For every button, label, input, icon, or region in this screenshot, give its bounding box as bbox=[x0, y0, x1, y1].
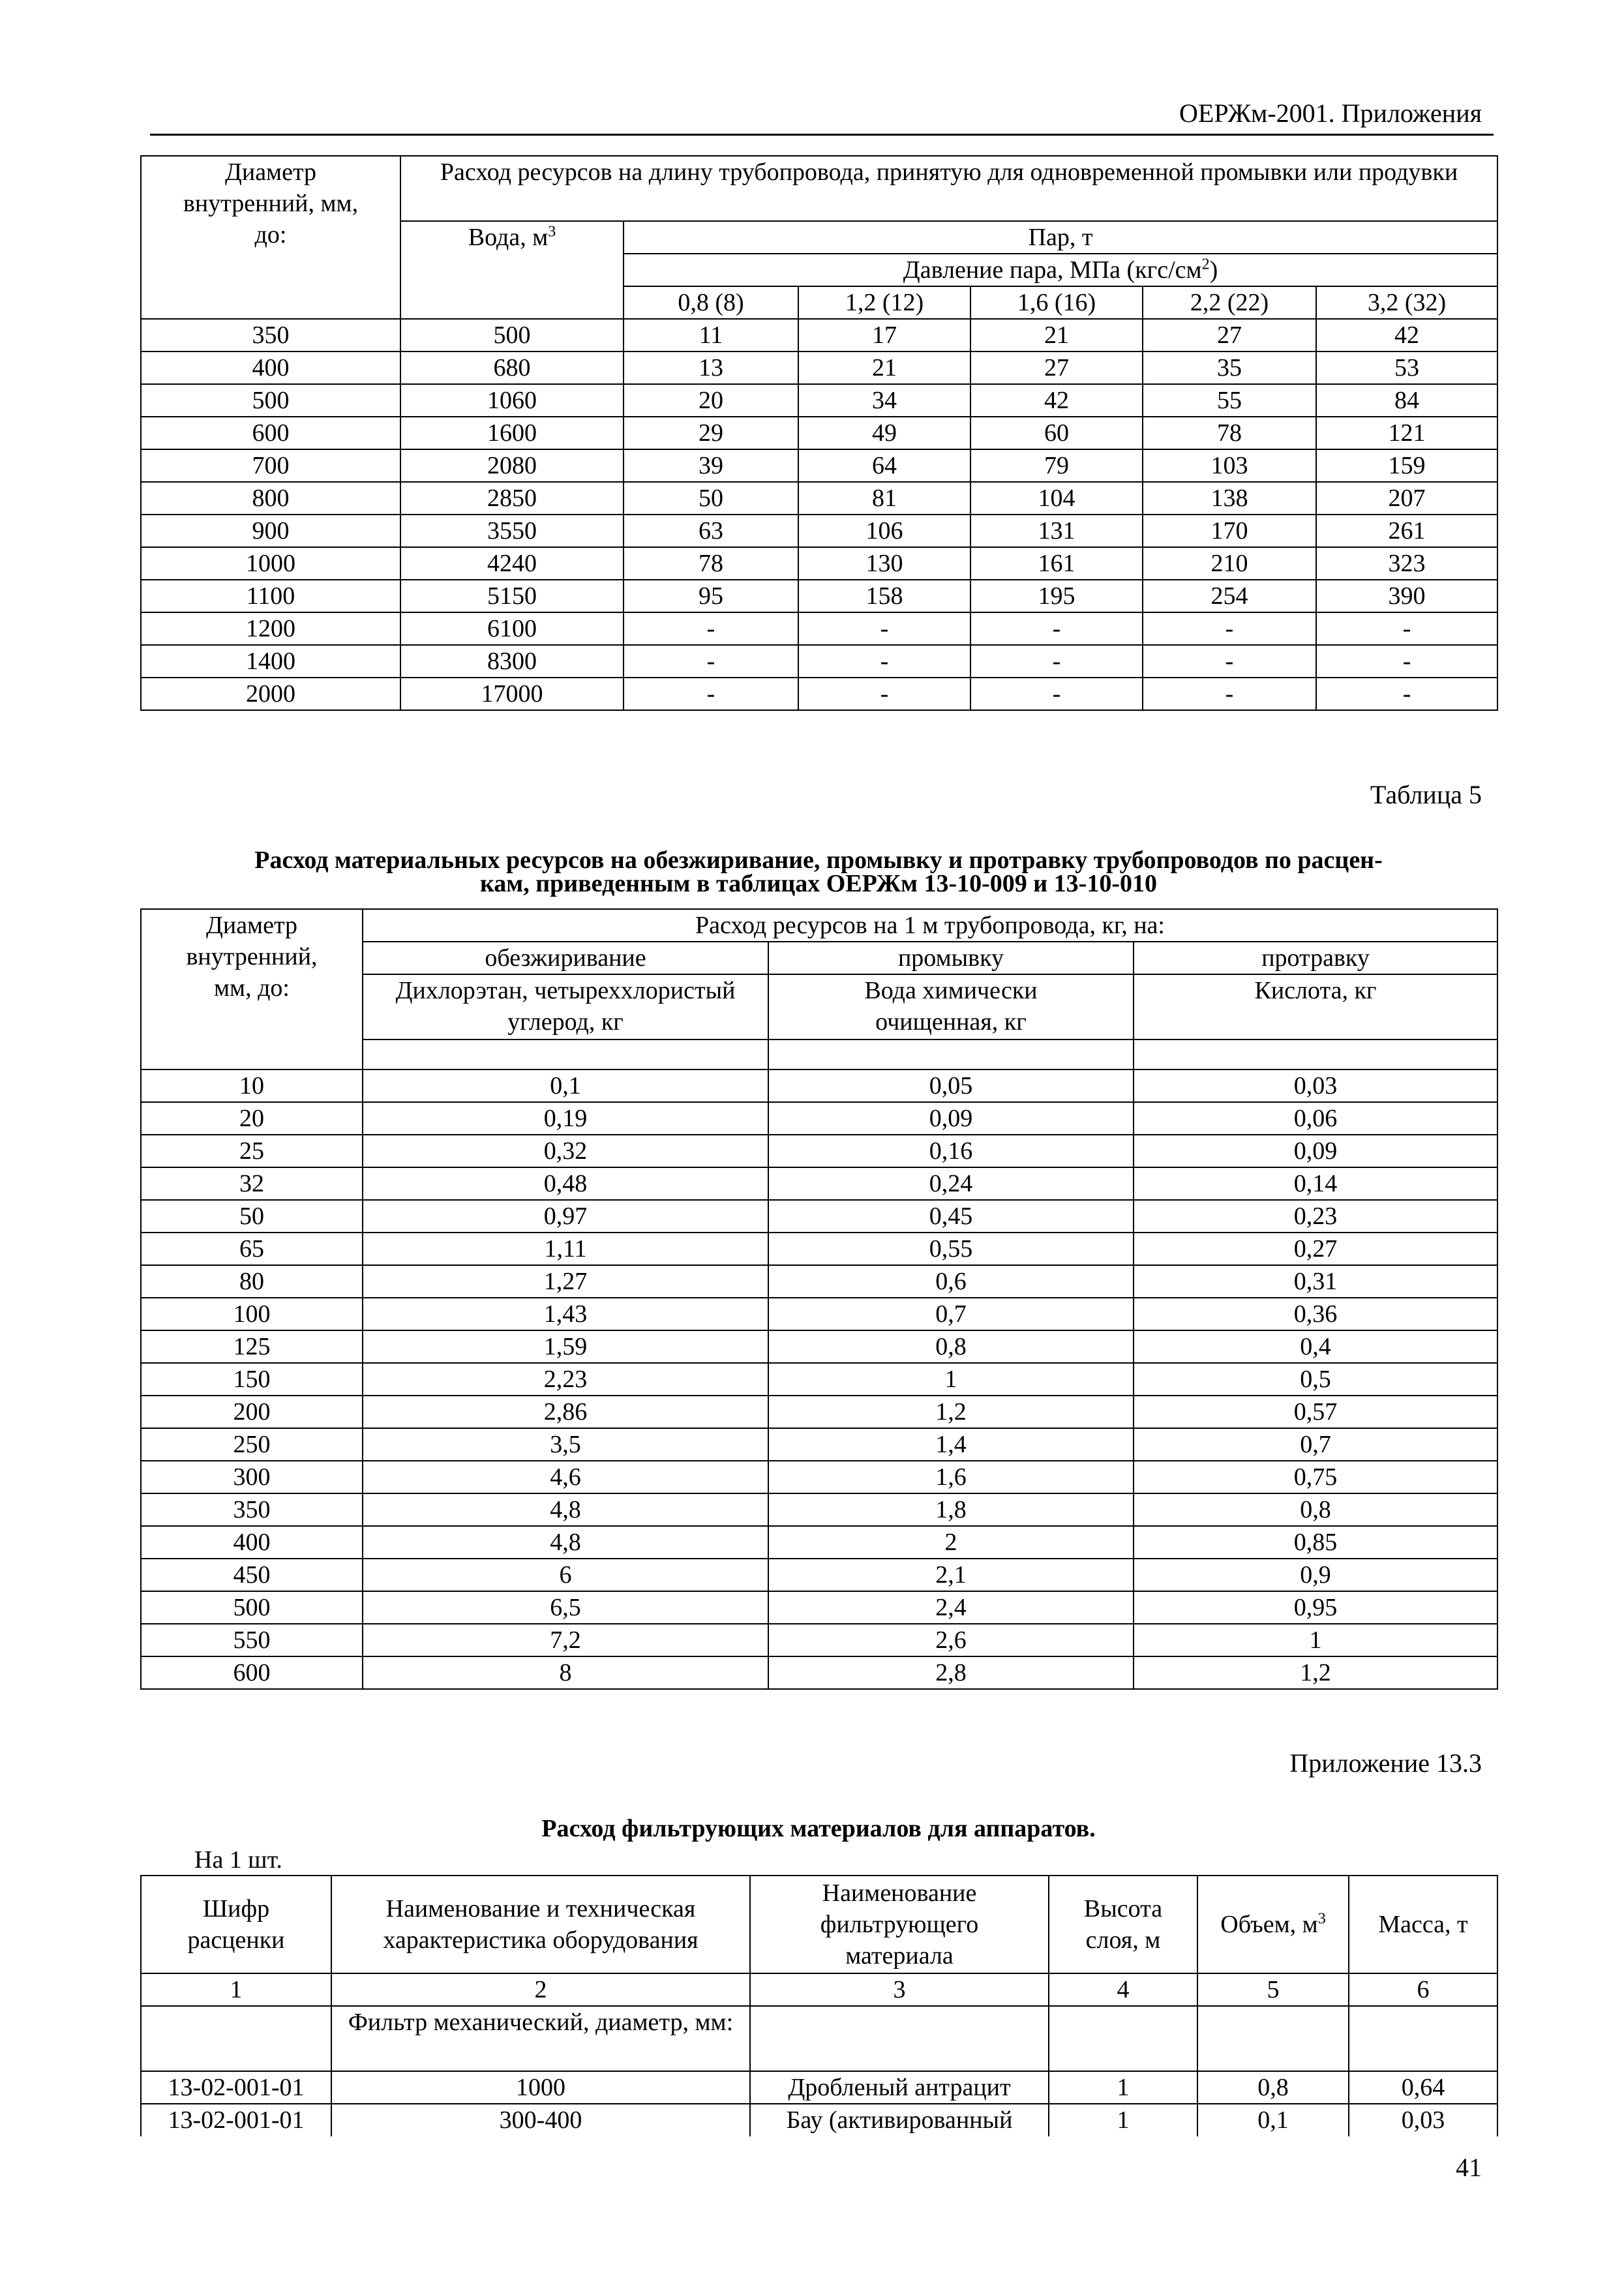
t5-row bbox=[141, 1298, 1497, 1330]
t5-row bbox=[141, 1330, 1497, 1363]
t3-row-cell: 1 bbox=[1049, 2071, 1197, 2104]
t5-group-header: промывку bbox=[768, 942, 1134, 974]
t5-row-cell: 0,75 bbox=[1134, 1461, 1497, 1493]
t1-row-cell: 170 bbox=[1143, 515, 1316, 547]
t1-row-cell: - bbox=[624, 678, 798, 710]
t5-row-cell: 1,8 bbox=[768, 1493, 1134, 1526]
t5-blank-cell bbox=[1134, 1040, 1497, 1070]
t5-row-cell: 0,97 bbox=[363, 1200, 768, 1233]
t1-pressure-col: 1,2 (12) bbox=[798, 286, 970, 319]
t5-row-cell: 0,7 bbox=[1134, 1428, 1497, 1461]
t1-row bbox=[141, 384, 1497, 417]
t5-row-cell: 0,24 bbox=[768, 1167, 1134, 1200]
t3-row-cell: Бау (активированный bbox=[750, 2104, 1049, 2136]
t1-row-cell: 1100 bbox=[141, 580, 400, 612]
t5-row-cell: 1,4 bbox=[768, 1428, 1134, 1461]
t5-row bbox=[141, 1591, 1497, 1624]
t5-row-cell: 0,03 bbox=[1134, 1070, 1497, 1102]
t1-row-cell: 50 bbox=[624, 482, 798, 515]
t5-row-cell: 4,6 bbox=[363, 1461, 768, 1493]
t3-row-cell: 0,1 bbox=[1197, 2104, 1349, 2136]
t5-row bbox=[141, 1396, 1497, 1428]
t5-row bbox=[141, 1265, 1497, 1298]
t5-row bbox=[141, 1461, 1497, 1493]
t1-row-cell: - bbox=[798, 612, 970, 645]
t3-col-number: 5 bbox=[1197, 1973, 1349, 2006]
t5-row-cell: 0,27 bbox=[1134, 1233, 1497, 1265]
t5-row-cell: 300 bbox=[141, 1461, 363, 1493]
t3-header-volume: Объем, $м^3$ bbox=[1197, 1876, 1349, 1973]
t1-row-cell: 131 bbox=[970, 515, 1143, 547]
t5-row bbox=[141, 1559, 1497, 1591]
t1-row-cell: - bbox=[798, 678, 970, 710]
t1-row-cell: 390 bbox=[1316, 580, 1497, 612]
running-header: ОЕРЖм-2001. Приложения bbox=[1179, 98, 1482, 128]
t5-sub-header: Кислота, кг bbox=[1134, 974, 1497, 1040]
t3-row-cell: 0,03 bbox=[1349, 2104, 1497, 2136]
t1-row bbox=[141, 678, 1497, 710]
t1-row-cell: 121 bbox=[1316, 417, 1497, 449]
t5-row-cell: 32 bbox=[141, 1167, 363, 1200]
t5-row-cell: 0,1 bbox=[363, 1070, 768, 1102]
t5-blank-cell bbox=[768, 1040, 1134, 1070]
t1-row-cell: - bbox=[970, 678, 1143, 710]
t5-row-cell: 125 bbox=[141, 1330, 363, 1363]
t1-row bbox=[141, 515, 1497, 547]
t5-row-cell: 0,36 bbox=[1134, 1298, 1497, 1330]
t5-row-cell: 0,31 bbox=[1134, 1265, 1497, 1298]
table-degreasing-resources bbox=[140, 908, 1498, 1690]
t3-col-number: 3 bbox=[750, 1973, 1049, 2006]
appendix-caption: Приложение 13.3 bbox=[1289, 1748, 1482, 1778]
t5-group-header: протравку bbox=[1134, 942, 1497, 974]
t1-row-cell: 78 bbox=[1143, 417, 1316, 449]
t1-main-header: Расход ресурсов на длину трубопровода, принятую для одновременной промывки или продувки bbox=[400, 156, 1497, 221]
t5-row-cell: 0,8 bbox=[768, 1330, 1134, 1363]
t1-row bbox=[141, 580, 1497, 612]
t5-row-cell: 0,95 bbox=[1134, 1591, 1497, 1624]
t1-row-cell: 42 bbox=[1316, 319, 1497, 352]
t1-row-cell: 680 bbox=[400, 352, 624, 384]
t1-pressure-col: 2,2 (22) bbox=[1143, 286, 1316, 319]
t5-row-cell: 8 bbox=[363, 1656, 768, 1689]
t1-row-cell: 34 bbox=[798, 384, 970, 417]
t5-row-cell: 550 bbox=[141, 1624, 363, 1656]
t3-row-cell: 1000 bbox=[331, 2071, 750, 2104]
t5-row-cell: 6 bbox=[363, 1559, 768, 1591]
t1-row-cell: 1400 bbox=[141, 645, 400, 678]
t1-row-cell: 400 bbox=[141, 352, 400, 384]
t1-row-cell: 158 bbox=[798, 580, 970, 612]
t1-row-cell: 210 bbox=[1143, 547, 1316, 580]
t3-header-name: Наименование и техническая характеристика оборудования bbox=[331, 1876, 750, 1973]
t1-row bbox=[141, 547, 1497, 580]
t1-row-cell: 21 bbox=[970, 319, 1143, 352]
t5-row bbox=[141, 1493, 1497, 1526]
t1-row-cell: 13 bbox=[624, 352, 798, 384]
t3-empty-cell bbox=[1049, 2006, 1197, 2071]
t1-row-cell: - bbox=[624, 612, 798, 645]
t5-row-cell: 0,19 bbox=[363, 1102, 768, 1135]
t1-row-cell: - bbox=[624, 645, 798, 678]
t3-col-number: 2 bbox=[331, 1973, 750, 2006]
t1-row-cell: 700 bbox=[141, 449, 400, 482]
t5-row-cell: 2,8 bbox=[768, 1656, 1134, 1689]
t1-row-cell: 2000 bbox=[141, 678, 400, 710]
t1-row-cell: 254 bbox=[1143, 580, 1316, 612]
t5-row-cell: 4,8 bbox=[363, 1493, 768, 1526]
t5-row bbox=[141, 1200, 1497, 1233]
t1-row bbox=[141, 352, 1497, 384]
t1-row-cell: 900 bbox=[141, 515, 400, 547]
t5-row-cell: 4,8 bbox=[363, 1526, 768, 1559]
t5-row bbox=[141, 1656, 1497, 1689]
t1-row-cell: 42 bbox=[970, 384, 1143, 417]
t1-row-cell: 35 bbox=[1143, 352, 1316, 384]
t5-row-cell: 450 bbox=[141, 1559, 363, 1591]
t1-row-cell: 60 bbox=[970, 417, 1143, 449]
t1-row-cell: 64 bbox=[798, 449, 970, 482]
t1-col1-header: Диаметр внутренний, мм, до: bbox=[141, 156, 400, 319]
page-number: 41 bbox=[1456, 2153, 1482, 2182]
t1-row-cell: 1600 bbox=[400, 417, 624, 449]
t1-row-cell: - bbox=[1143, 612, 1316, 645]
t1-row-cell: - bbox=[1316, 645, 1497, 678]
t1-row-cell: 53 bbox=[1316, 352, 1497, 384]
t1-row-cell: 195 bbox=[970, 580, 1143, 612]
t1-row-cell: 600 bbox=[141, 417, 400, 449]
t5-sub-header: Вода химически очищенная, кг bbox=[768, 974, 1134, 1040]
t5-row-cell: 150 bbox=[141, 1363, 363, 1396]
t5-row-cell: 250 bbox=[141, 1428, 363, 1461]
t5-row-cell: 0,55 bbox=[768, 1233, 1134, 1265]
t1-row-cell: 17000 bbox=[400, 678, 624, 710]
t5-row-cell: 20 bbox=[141, 1102, 363, 1135]
header-rule bbox=[150, 134, 1494, 136]
t5-row-cell: 0,09 bbox=[768, 1102, 1134, 1135]
t3-group-row: Фильтр механический, диаметр, мм: bbox=[331, 2006, 750, 2071]
t5-row-cell: 1,2 bbox=[768, 1396, 1134, 1428]
t1-row-cell: 2850 bbox=[400, 482, 624, 515]
t3-row-cell: 13-02-001-01 bbox=[141, 2071, 331, 2104]
t1-row-cell: 1060 bbox=[400, 384, 624, 417]
t5-row-cell: 2,86 bbox=[363, 1396, 768, 1428]
t5-row-cell: 1 bbox=[1134, 1624, 1497, 1656]
t1-row-cell: 6100 bbox=[400, 612, 624, 645]
t1-steam-header: Пар, т bbox=[624, 221, 1497, 254]
t3-empty-cell bbox=[750, 2006, 1049, 2071]
t1-row bbox=[141, 319, 1497, 352]
t5-row-cell: 0,48 bbox=[363, 1167, 768, 1200]
t5-row-cell: 80 bbox=[141, 1265, 363, 1298]
table5-caption: Таблица 5 bbox=[1370, 780, 1482, 809]
t5-row bbox=[141, 1233, 1497, 1265]
unit-note: На 1 шт. bbox=[194, 1846, 282, 1874]
t5-row-cell: 2,4 bbox=[768, 1591, 1134, 1624]
t1-row-cell: 2080 bbox=[400, 449, 624, 482]
t5-group-header: обезжиривание bbox=[363, 942, 768, 974]
t1-row-cell: 21 bbox=[798, 352, 970, 384]
t3-row-cell: 0,64 bbox=[1349, 2071, 1497, 2104]
t5-row-cell: 0,09 bbox=[1134, 1135, 1497, 1167]
t1-row-cell: - bbox=[1316, 612, 1497, 645]
t5-row-cell: 65 bbox=[141, 1233, 363, 1265]
t1-row-cell: 20 bbox=[624, 384, 798, 417]
table5-title-line1: Расход материальных ресурсов на обезжиривание, промывку и протравку трубопроводов по расцен- bbox=[254, 846, 1383, 874]
t1-row-cell: 95 bbox=[624, 580, 798, 612]
t1-pressure-col: 3,2 (32) bbox=[1316, 286, 1497, 319]
t5-row bbox=[141, 1102, 1497, 1135]
t1-row-cell: 323 bbox=[1316, 547, 1497, 580]
t1-row-cell: 800 bbox=[141, 482, 400, 515]
t5-row bbox=[141, 1070, 1497, 1102]
t1-row-cell: - bbox=[798, 645, 970, 678]
t1-row-cell: 3550 bbox=[400, 515, 624, 547]
t5-row-cell: 0,7 bbox=[768, 1298, 1134, 1330]
t3-header-code: Шифр расценки bbox=[141, 1876, 331, 1973]
t5-row-cell: 2,6 bbox=[768, 1624, 1134, 1656]
t1-water-header: Вода, $м^3$ bbox=[400, 221, 624, 319]
t1-row-cell: 27 bbox=[970, 352, 1143, 384]
t3-header-mass: Масса, т bbox=[1349, 1876, 1497, 1973]
t1-row-cell: 500 bbox=[400, 319, 624, 352]
t1-row-cell: 63 bbox=[624, 515, 798, 547]
t1-pressure-header: Давление пара, МПа $(кгс/см^2)$ bbox=[624, 254, 1497, 286]
t1-row-cell: 29 bbox=[624, 417, 798, 449]
t5-row bbox=[141, 1135, 1497, 1167]
t1-row-cell: 81 bbox=[798, 482, 970, 515]
appendix-title: Расход фильтрующих материалов для аппаратов. bbox=[541, 1815, 1096, 1842]
t3-row-cell: Дробленый антрацит bbox=[750, 2071, 1049, 2104]
t1-row-cell: 207 bbox=[1316, 482, 1497, 515]
t1-row-cell: - bbox=[970, 612, 1143, 645]
t5-row-cell: 0,8 bbox=[1134, 1493, 1497, 1526]
t1-row-cell: 49 bbox=[798, 417, 970, 449]
t3-col-number: 1 bbox=[141, 1973, 331, 2006]
t5-row-cell: 0,16 bbox=[768, 1135, 1134, 1167]
t1-row-cell: - bbox=[1143, 645, 1316, 678]
t5-row-cell: 1,59 bbox=[363, 1330, 768, 1363]
t3-empty-cell bbox=[1197, 2006, 1349, 2071]
t1-row-cell: 11 bbox=[624, 319, 798, 352]
t1-row bbox=[141, 612, 1497, 645]
t5-row-cell: 100 bbox=[141, 1298, 363, 1330]
t5-row-cell: 1,11 bbox=[363, 1233, 768, 1265]
t1-row-cell: 161 bbox=[970, 547, 1143, 580]
t5-row-cell: 50 bbox=[141, 1200, 363, 1233]
t3-row bbox=[141, 2071, 1497, 2104]
t5-row bbox=[141, 1526, 1497, 1559]
table5-title-line2: кам, приведенным в таблицах ОЕРЖм 13-10-009 и 13-10-010 bbox=[479, 870, 1157, 897]
t1-row-cell: 1200 bbox=[141, 612, 400, 645]
t3-row-cell: 13-02-001-01 bbox=[141, 2104, 331, 2136]
t1-row-cell: 104 bbox=[970, 482, 1143, 515]
t3-empty-cell bbox=[1349, 2006, 1497, 2071]
t5-row-cell: 0,14 bbox=[1134, 1167, 1497, 1200]
t5-row bbox=[141, 1624, 1497, 1656]
t1-row bbox=[141, 482, 1497, 515]
t1-row-cell: - bbox=[1316, 678, 1497, 710]
t3-empty-cell bbox=[141, 2006, 331, 2071]
t5-row-cell: 2 bbox=[768, 1526, 1134, 1559]
t1-row bbox=[141, 417, 1497, 449]
t1-row-cell: 500 bbox=[141, 384, 400, 417]
t5-row-cell: 0,5 bbox=[1134, 1363, 1497, 1396]
t5-row-cell: 2,1 bbox=[768, 1559, 1134, 1591]
t1-row-cell: - bbox=[970, 645, 1143, 678]
t5-blank-cell bbox=[363, 1040, 768, 1070]
t1-row-cell: 350 bbox=[141, 319, 400, 352]
t3-row-cell: 0,8 bbox=[1197, 2071, 1349, 2104]
t5-row bbox=[141, 1363, 1497, 1396]
t5-row-cell: 7,2 bbox=[363, 1624, 768, 1656]
t5-row-cell: 1,6 bbox=[768, 1461, 1134, 1493]
t5-col1-header: Диаметр внутренний, мм, до: bbox=[141, 909, 363, 1070]
t1-row-cell: 138 bbox=[1143, 482, 1316, 515]
t1-pressure-col: 0,8 (8) bbox=[624, 286, 798, 319]
t3-header-height: Высота слоя, м bbox=[1049, 1876, 1197, 1973]
t3-row-cell: 1 bbox=[1049, 2104, 1197, 2136]
t5-row-cell: 0,32 bbox=[363, 1135, 768, 1167]
t5-row-cell: 10 bbox=[141, 1070, 363, 1102]
t1-row-cell: 78 bbox=[624, 547, 798, 580]
t5-row-cell: 1,2 bbox=[1134, 1656, 1497, 1689]
t3-col-number: 4 bbox=[1049, 1973, 1197, 2006]
t1-row-cell: 8300 bbox=[400, 645, 624, 678]
t5-row-cell: 0,85 bbox=[1134, 1526, 1497, 1559]
table-filter-materials bbox=[140, 1875, 1498, 2136]
t5-sub-header: Дихлорэтан, четыреххлористый углерод, кг bbox=[363, 974, 768, 1040]
t5-row-cell: 0,23 bbox=[1134, 1200, 1497, 1233]
t1-row-cell: 130 bbox=[798, 547, 970, 580]
t1-row-cell: 79 bbox=[970, 449, 1143, 482]
t1-row-cell: 106 bbox=[798, 515, 970, 547]
t5-row-cell: 1 bbox=[768, 1363, 1134, 1396]
t5-main-header: Расход ресурсов на 1 м трубопровода, кг, на: bbox=[363, 909, 1497, 942]
t5-row-cell: 6,5 bbox=[363, 1591, 768, 1624]
t5-row-cell: 0,06 bbox=[1134, 1102, 1497, 1135]
t5-row bbox=[141, 1428, 1497, 1461]
t5-row-cell: 0,9 bbox=[1134, 1559, 1497, 1591]
t1-row-cell: 27 bbox=[1143, 319, 1316, 352]
t3-col-number: 6 bbox=[1349, 1973, 1497, 2006]
t1-row-cell: 261 bbox=[1316, 515, 1497, 547]
t5-row-cell: 0,6 bbox=[768, 1265, 1134, 1298]
t1-row-cell: 1000 bbox=[141, 547, 400, 580]
t1-row-cell: 84 bbox=[1316, 384, 1497, 417]
t1-row bbox=[141, 449, 1497, 482]
t5-row-cell: 500 bbox=[141, 1591, 363, 1624]
t5-row-cell: 3,5 bbox=[363, 1428, 768, 1461]
table5-title bbox=[140, 845, 1497, 899]
t5-row-cell: 1,43 bbox=[363, 1298, 768, 1330]
t5-row-cell: 0,4 bbox=[1134, 1330, 1497, 1363]
t3-row-cell: 300-400 bbox=[331, 2104, 750, 2136]
t3-row bbox=[141, 2104, 1497, 2136]
t5-row-cell: 0,45 bbox=[768, 1200, 1134, 1233]
t1-row-cell: 103 bbox=[1143, 449, 1316, 482]
t5-row-cell: 350 bbox=[141, 1493, 363, 1526]
t1-row-cell: 39 bbox=[624, 449, 798, 482]
t5-row-cell: 0,05 bbox=[768, 1070, 1134, 1102]
t5-row-cell: 0,57 bbox=[1134, 1396, 1497, 1428]
t5-row-cell: 400 bbox=[141, 1526, 363, 1559]
t5-row-cell: 600 bbox=[141, 1656, 363, 1689]
t3-header-material: Наименование фильтрующего материала bbox=[750, 1876, 1049, 1973]
t5-row-cell: 200 bbox=[141, 1396, 363, 1428]
t1-row-cell: 4240 bbox=[400, 547, 624, 580]
t5-row-cell: 1,27 bbox=[363, 1265, 768, 1298]
t5-row-cell: 25 bbox=[141, 1135, 363, 1167]
t5-row bbox=[141, 1167, 1497, 1200]
t1-row-cell: - bbox=[1143, 678, 1316, 710]
t1-row bbox=[141, 645, 1497, 678]
t1-row-cell: 17 bbox=[798, 319, 970, 352]
t1-row-cell: 159 bbox=[1316, 449, 1497, 482]
t1-row-cell: 55 bbox=[1143, 384, 1316, 417]
table-flushing-resources bbox=[140, 155, 1498, 711]
t1-row-cell: 5150 bbox=[400, 580, 624, 612]
t1-pressure-col: 1,6 (16) bbox=[970, 286, 1143, 319]
t5-row-cell: 2,23 bbox=[363, 1363, 768, 1396]
